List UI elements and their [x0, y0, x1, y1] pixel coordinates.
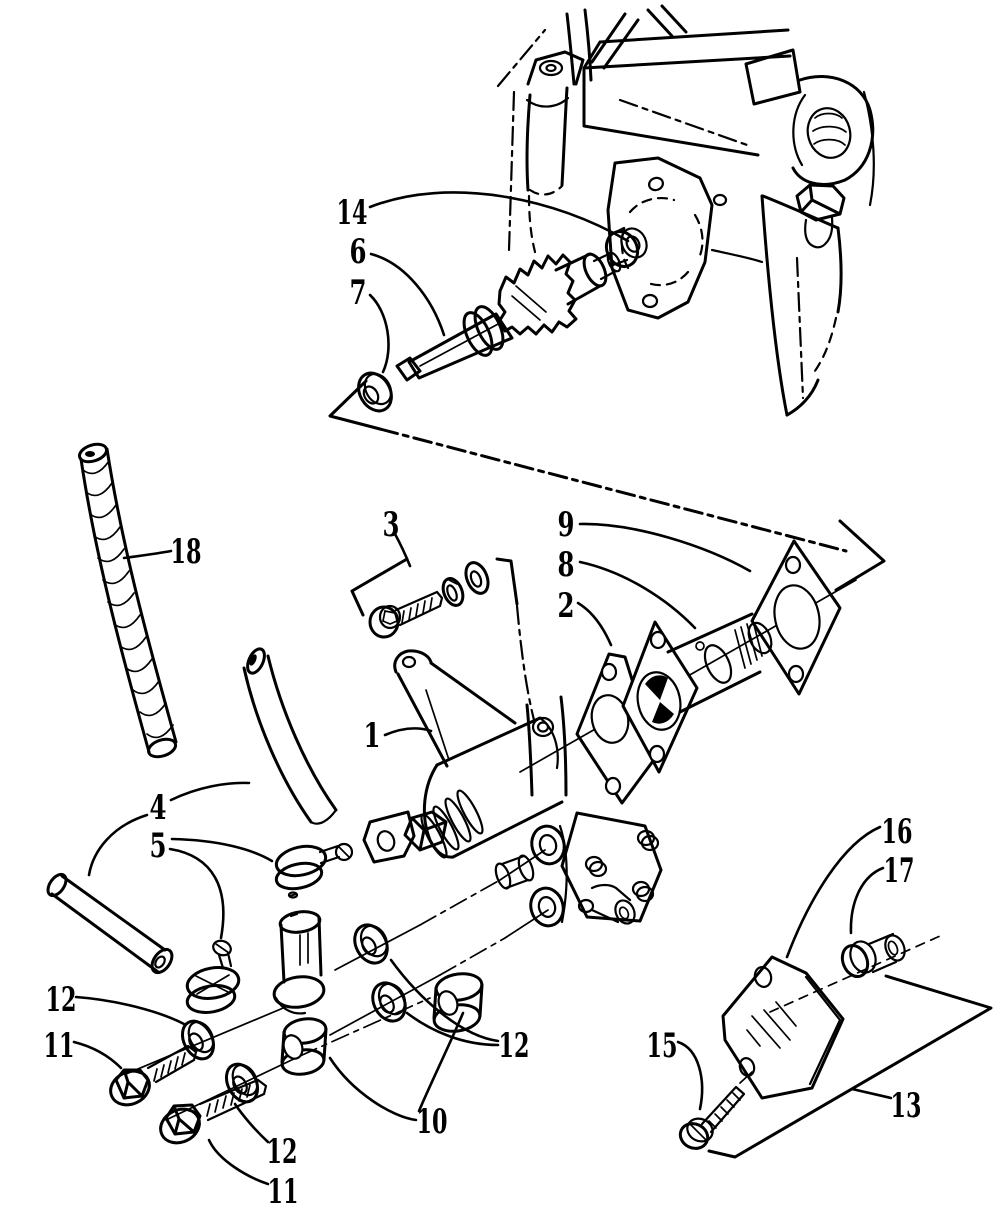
nozzle-end	[612, 897, 638, 926]
boundary-line	[380, 429, 846, 551]
plug-17	[838, 933, 908, 981]
leader-11a	[74, 1042, 121, 1068]
bracket-lug	[395, 651, 431, 672]
gear-face-lines	[512, 286, 546, 320]
cylinder-edge	[527, 95, 530, 190]
callout-18: 18	[170, 532, 202, 572]
cylinder-dash	[529, 196, 535, 252]
hose-bore	[85, 451, 95, 457]
screw-slot	[339, 847, 349, 857]
callout-4: 4	[149, 788, 167, 828]
leader-12c-lower	[407, 1013, 498, 1045]
flat-washer	[462, 559, 493, 596]
callout-12-c: 12	[498, 1026, 530, 1066]
beam-centerline	[620, 100, 750, 146]
shaft-rod	[409, 314, 512, 378]
hose-edge	[107, 449, 176, 742]
callout-6: 6	[349, 232, 367, 272]
gasket-hole	[786, 557, 800, 573]
boundary-chevron-right	[836, 521, 884, 590]
stud-hole	[547, 65, 556, 71]
cover-bolts	[579, 831, 658, 912]
hex-socket	[383, 611, 397, 624]
case-leg-edge	[838, 228, 841, 312]
leader-10-left	[330, 1058, 416, 1120]
alignment-line	[517, 606, 534, 720]
tube-edges	[52, 876, 165, 972]
callout-13: 13	[890, 1086, 922, 1126]
valve-ring	[700, 641, 737, 687]
frame-tube-line	[509, 92, 514, 250]
tube-end	[44, 871, 69, 899]
leader-6	[371, 254, 444, 335]
leader-17	[851, 868, 883, 933]
leader-5-down	[170, 849, 223, 938]
callout-3: 3	[382, 505, 400, 545]
frame-boundary-13	[709, 976, 991, 1157]
section-boundary-upper	[330, 381, 884, 590]
callout-1: 1	[363, 716, 381, 756]
valve-hole	[651, 632, 665, 648]
clamp-wire-cross	[196, 975, 230, 994]
bolt-flange	[105, 1065, 155, 1111]
hose-clamp-5-upper	[274, 842, 352, 892]
plate-outline	[723, 957, 843, 1098]
pump-body-right	[540, 718, 558, 768]
callout-11-b: 11	[267, 1172, 299, 1212]
case-leg-edge	[762, 196, 787, 415]
case-leg-top	[763, 196, 838, 228]
stud-face-lines	[300, 933, 308, 965]
flange-hole	[647, 176, 664, 192]
callout-labels	[44, 193, 922, 1212]
flange-hole	[714, 195, 726, 205]
flange-hole	[643, 295, 657, 307]
boss-inner-arc	[793, 95, 805, 165]
callout-7: 7	[349, 273, 367, 313]
plate-shine-marks	[747, 1002, 796, 1048]
leader-16	[787, 827, 880, 957]
valve-hole	[650, 746, 664, 762]
case-web	[712, 250, 762, 262]
leader-1	[385, 728, 431, 735]
callout-15: 15	[646, 1026, 678, 1066]
leader-15	[678, 1042, 702, 1109]
cylinder-collar	[527, 98, 568, 107]
callout-5: 5	[149, 826, 167, 866]
fitting-end	[493, 862, 513, 891]
cover-plate-16	[723, 957, 843, 1098]
stud-body-top	[279, 909, 321, 934]
screw-slot	[216, 944, 229, 953]
bracket-plate	[398, 663, 515, 766]
leader-12b	[235, 1104, 268, 1142]
valve-detail	[696, 642, 704, 650]
plug-axis-line	[770, 936, 940, 1012]
leader-11b	[209, 1140, 268, 1184]
tube-end	[148, 946, 176, 976]
bolt-hex-head	[116, 1070, 148, 1098]
leader-9	[580, 524, 750, 571]
callout-12-a: 12	[45, 980, 77, 1020]
screw-head	[676, 1119, 712, 1153]
hose-clamp-5-lower	[185, 938, 241, 1016]
leader-2	[578, 603, 611, 645]
callout-16: 16	[881, 812, 913, 852]
kit-bracket-right	[497, 559, 517, 604]
callout-8: 8	[557, 545, 575, 585]
boundary-outline	[709, 976, 991, 1157]
callout-2: 2	[557, 586, 575, 626]
bushing-14-bore	[624, 234, 642, 254]
leader-5-right	[172, 839, 272, 861]
spiral-wraps	[83, 461, 173, 737]
callout-9: 9	[557, 505, 575, 545]
screw-15	[676, 1072, 752, 1153]
axis-lines	[126, 850, 548, 1120]
bolt-kit-3	[352, 559, 534, 720]
hose-end	[244, 646, 268, 675]
check-valve-8	[623, 614, 776, 772]
leader-13	[852, 1089, 891, 1098]
flange-bolt-11-a	[105, 1046, 196, 1111]
hose-open-end	[311, 810, 336, 824]
leader-8	[580, 562, 695, 628]
callout-14: 14	[336, 193, 368, 233]
flange-bolt-11-b	[155, 1080, 266, 1149]
hose-end	[146, 736, 178, 760]
pump-fitting	[502, 856, 528, 888]
clamp-ring	[185, 964, 241, 1003]
gasket-hole	[789, 666, 803, 682]
hose-edge	[268, 656, 336, 810]
stud-boss	[540, 61, 562, 75]
spiral-hose-18	[77, 441, 178, 760]
gasket-hole	[606, 778, 620, 794]
bellows-rib	[453, 788, 486, 836]
bellows-rib	[441, 796, 474, 844]
callout-12-b: 12	[266, 1132, 298, 1172]
straight-tube-4	[44, 871, 176, 976]
leader-4-right	[171, 783, 249, 800]
cylinder-bottom	[530, 186, 562, 195]
leader-18	[124, 551, 171, 558]
pump-lug-hole	[375, 829, 397, 853]
crankcase-beam	[584, 30, 790, 155]
callout-11-a: 11	[43, 1026, 75, 1066]
leader-12a	[76, 997, 184, 1024]
lock-washer	[439, 576, 466, 609]
gasket-9	[752, 541, 840, 694]
threaded-boss	[793, 77, 873, 185]
mount-stud	[272, 893, 326, 1014]
callout-17: 17	[883, 851, 915, 891]
callout-10: 10	[416, 1102, 448, 1142]
curved-hose-4	[244, 646, 336, 823]
leader-7	[370, 295, 389, 372]
bracket-lug-hole	[403, 657, 415, 667]
drive-shaft-assembly	[349, 224, 651, 416]
leader-14	[370, 192, 628, 241]
case-leg-dash	[812, 318, 836, 375]
thread-arcs	[813, 114, 846, 146]
gasket-center-hole	[769, 581, 825, 653]
rubber-mount-10-a	[280, 1016, 327, 1077]
case-leg-centerline	[797, 258, 803, 398]
threaded-hole	[802, 103, 856, 162]
gasket-hole	[602, 664, 616, 680]
engine-crankcase-phantom	[498, 6, 874, 415]
leader-4-left	[89, 815, 147, 875]
pump-rear-cover	[562, 813, 661, 921]
